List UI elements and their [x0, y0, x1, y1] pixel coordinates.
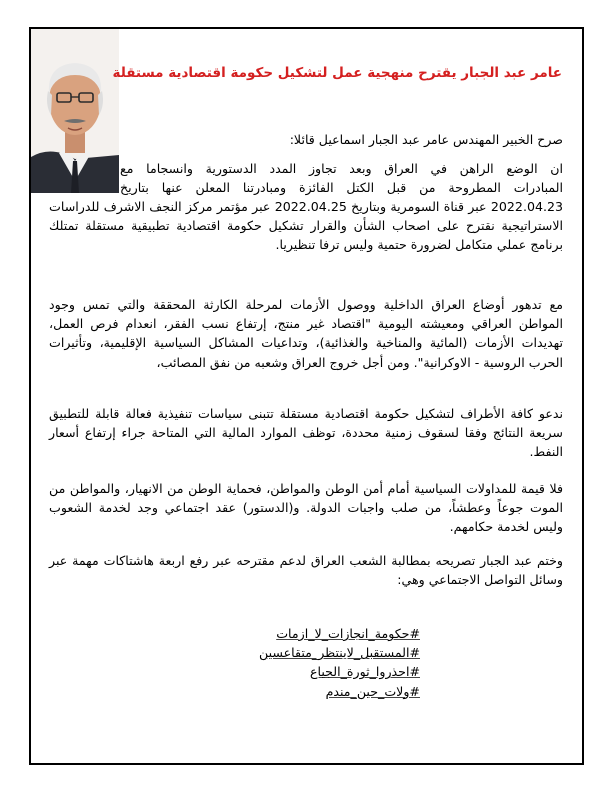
article-title: عامر عبد الجبار يقترح منهجية عمل لتشكيل حكومة اقتصادية مستقلة — [112, 65, 562, 81]
paragraph-1-line-1: ان الوضع الراهن في العراق وبعد تجاوز المدد الدستورية وانسجاما مع — [120, 161, 563, 176]
paragraph-1-body: 2022.04.23 عبر قناة السومرية وبتاريخ 2022.04.25 عبر مؤتمر مركز النجف الاشرف للدراسات الاستراتيجية نقترح على اصحاب الشأن والقرار تشكيل حكومة اقتصادية تطبيقية مستقلة تمتلك برنامج عملي متكامل لضرورة حتمية وليس ترفا تنظيريا. — [49, 199, 563, 253]
paragraph-3: ندعو كافة الأطراف لتشكيل حكومة اقتصادية مستقلة تتبنى سياسات تنفيذية فعالة قابلة للتطبيق سريعة النتائج وفقا لسقوف زمنية محددة، توظف الموارد المالية التي المتاحة جراء إرتفاع أسعار النفط. — [49, 406, 563, 460]
hashtag-4[interactable]: #ولات_حين_مندم — [325, 683, 420, 699]
intro-line: صرح الخبير المهندس عامر عبد الجبار اسماعيل قائلا: — [289, 132, 563, 147]
paragraph-1-line-2: المبادرات المطروحة من قبل الكتل الفائزة ومبادرتنا المعلن عنها بتاريخ — [120, 180, 563, 195]
hashtag-list — [160, 624, 420, 701]
paragraph-5: وختم عبد الجبار تصريحه بمطالبة الشعب العراق لدعم مقترحه عبر رفع اربعة هاشتاكات مهمة عبر وسائل التواصل الاجتماعي وهي: — [49, 553, 563, 588]
author-portrait — [31, 29, 119, 193]
paragraph-4: فلا قيمة للمداولات السياسية أمام أمن الوطن والمواطن، فحماية الوطن من الانهيار، والمواطن من الموت جوعاً وعطشاً، من صلب واجبات الدولة. و(الدستور) عقد اجتماعي وجد لخدمة الشعوب وليس لخدمة حكامهم. — [49, 481, 563, 535]
hashtag-1[interactable]: #حكومة_انجازات_لا_ازمات — [276, 626, 420, 641]
hashtag-3[interactable]: #احذروا_ثورة_الجياع — [309, 664, 420, 680]
hashtag-2[interactable]: #المستقبل_لاينتظر_متقاعسين — [259, 645, 420, 661]
paragraph-2: مع تدهور أوضاع العراق الداخلية ووصول الأزمات لمرحلة الكارثة المحققة والتي تمس وجود المواطن العراقي ومعيشته اليومية "اقتصاد غير منتج، إرتفاع نسب الفقر، انعدام فرص العمل، تهديدات الأزمات (المائية والمناخية والغذائية)، وتداعيات المشاكل السياسية الإقليمية، وتأثيرات الحرب الروسية - الاوكرانية". ومن أجل خروج العراق وشعبه من نفق المصائب، — [49, 297, 563, 370]
